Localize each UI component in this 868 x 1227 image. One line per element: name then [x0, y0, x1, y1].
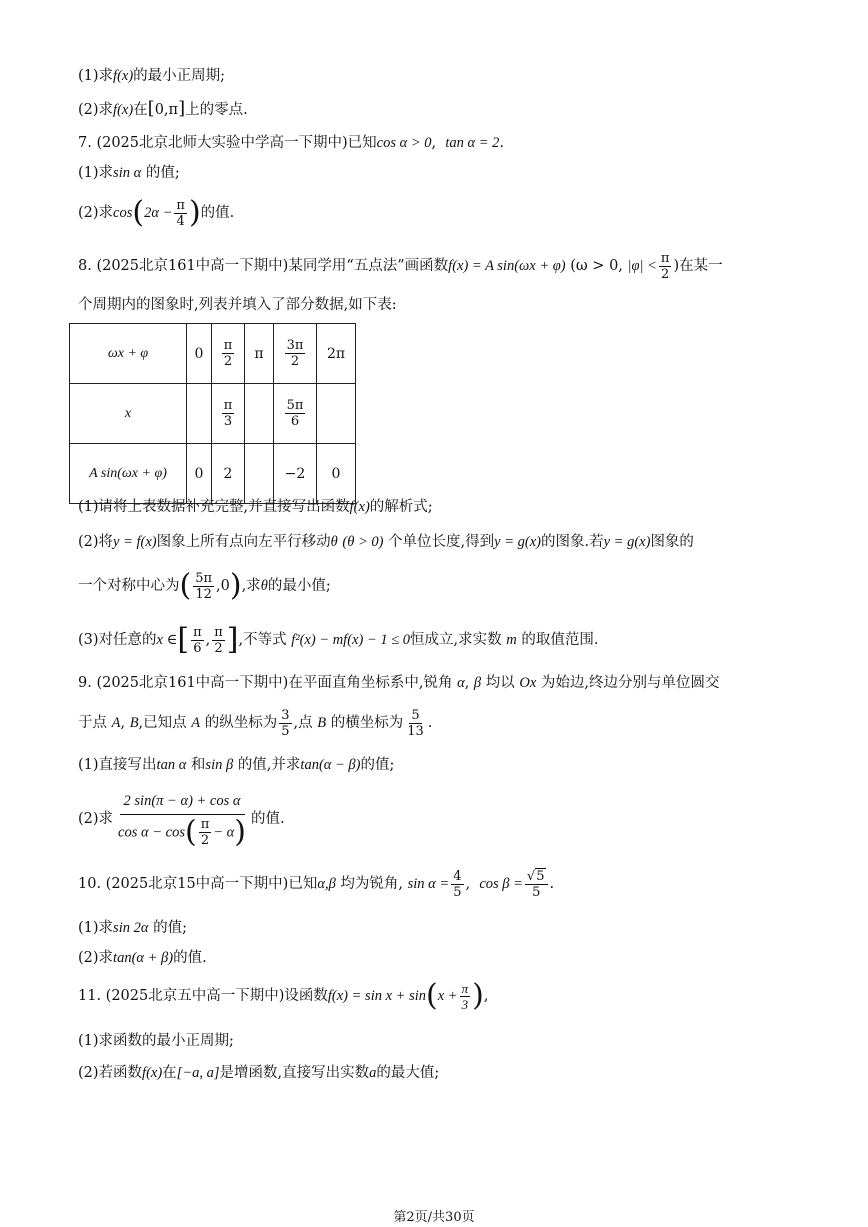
math-g: y = g(x) — [494, 534, 541, 550]
text: (2)求 — [78, 811, 114, 827]
text: 上的零点. — [185, 102, 248, 118]
math-B: B — [129, 715, 139, 731]
text: 个单位长度,得到 — [388, 534, 495, 550]
table-cell: 0 — [187, 324, 212, 384]
q9-stem-line2: 于点 A, B,已知点 A 的纵坐标为 $\frac{3}{5}$ ,点 B 的横坐标为 $\frac{5}{13}$ . — [78, 707, 433, 739]
math-fx: f(x) — [113, 68, 134, 84]
fraction-pi-2: $\frac{\pi}{2}$ — [660, 250, 670, 282]
q10-part2 — [78, 948, 207, 968]
text: 7. (2025北京北师大实验中学高一下期中)已知 — [78, 135, 377, 151]
math-tan: tan α — [156, 757, 187, 773]
math-beta: β — [473, 675, 482, 691]
math-numerator: 2 sin(π − α) + cos α — [120, 790, 245, 815]
text: ,0 — [216, 578, 230, 594]
text: (1)直接写出 — [78, 757, 157, 773]
text: 的最小正周期; — [133, 68, 226, 84]
math-cos-cond: cos α > 0 — [376, 135, 432, 151]
text: 的解析式; — [369, 499, 433, 515]
math-alpha: α — [457, 675, 465, 691]
text: 图象的 — [650, 534, 694, 550]
text: 的最小值; — [267, 578, 331, 594]
math-theta: θ — [260, 578, 268, 594]
text: (1)求 — [78, 920, 114, 936]
q7-part1 — [78, 163, 180, 183]
text: 为始边,终边分别与单位圆交 — [540, 675, 720, 691]
text: 个周期内的图象时,列表并填入了部分数据,如下表: — [78, 297, 397, 313]
text: 10. (2025北京15中高一下期中)已知 — [78, 876, 318, 892]
text: 一个对称中心为 — [78, 578, 180, 594]
text: 9. (2025北京161中高一下期中)在平面直角坐标系中,锐角 — [78, 675, 453, 691]
table-cell — [245, 444, 274, 504]
math-ineq: f²(x) − mf(x) − 1 ≤ 0 — [291, 632, 411, 648]
math-fx: f(x) — [349, 499, 370, 515]
math-B: B — [317, 715, 327, 731]
math-m: m — [506, 632, 517, 648]
q11-part1 — [78, 1031, 234, 1051]
text: 恒成立,求实数 — [410, 632, 502, 648]
q9-part1 — [78, 755, 394, 775]
table-header-cell: x — [70, 384, 187, 444]
table-cell: 0 — [187, 444, 212, 504]
q6-part1 — [78, 66, 225, 86]
page-footer: 第2页/共30页 — [393, 1210, 475, 1225]
table-header-cell: A sin(ωx + φ) — [70, 444, 187, 504]
table-cell: $\frac{\pi}{2}$ — [212, 324, 245, 384]
text: 在 — [133, 102, 148, 118]
math-fx: f(x) — [113, 102, 134, 118]
q8-part2-line2: 一个对称中心为( $\frac{5\pi}{12}$ ,0),求θ的最小值; — [78, 568, 331, 603]
text: . — [499, 135, 505, 151]
text: 的值; — [145, 165, 180, 181]
q7-part2: (2)求cos(2α − $\frac{\pi}{4}$ )的值. — [78, 195, 235, 230]
fraction-pi-4: $\frac{\pi}{4}$ — [176, 197, 185, 229]
math-A: A — [191, 715, 201, 731]
fraction-5-13: $\frac{5}{13}$ — [407, 707, 424, 739]
math-func: f(x) = sin x + sin — [327, 988, 426, 1004]
text: 均为锐角, — [340, 876, 404, 892]
q7-stem — [78, 133, 504, 153]
text: 的取值范围. — [521, 632, 599, 648]
text: 的纵坐标为 — [204, 715, 278, 731]
text: (2)求 — [78, 102, 114, 118]
q11-part2 — [78, 1063, 439, 1083]
math-interval: 0,π — [154, 102, 179, 118]
table-row — [70, 324, 356, 384]
math-inner: x + — [437, 988, 458, 1004]
fraction-5pi-12: $\frac{5\pi}{12}$ — [195, 570, 213, 602]
table-cell: $\frac{\pi}{3}$ — [212, 384, 245, 444]
table-header-cell: ωx + φ — [70, 324, 187, 384]
text: 的值. — [200, 205, 235, 221]
text: ,求 — [241, 578, 261, 594]
math-sin2a: sin 2α — [113, 920, 149, 936]
text: 和 — [190, 757, 206, 773]
q10-part1 — [78, 918, 187, 938]
math-sin: sin α — [113, 165, 142, 181]
math-denominator: cos α − cos — [118, 824, 185, 841]
text: 11. (2025北京五中高一下期中)设函数 — [78, 988, 328, 1004]
text: ,点 — [293, 715, 313, 731]
text: 于点 — [78, 715, 107, 731]
q6-part2: (2)求f(x)在[0,π]上的零点. — [78, 98, 248, 119]
big-fraction: 2 sin(π − α) + cos α cos α − cos( $\frac{\pi}{2}$ − α) — [114, 790, 250, 848]
q11-stem: 11. (2025北京五中高一下期中)设函数f(x) = sin x + sin(x + $\frac{\pi}{3}$ ), — [78, 978, 489, 1013]
math-tan-cond: tan α = 2 — [445, 135, 500, 151]
text: (1)求 — [78, 165, 114, 181]
table-row — [70, 444, 356, 504]
table-cell: −2 — [274, 444, 317, 504]
text: (2)求 — [78, 950, 114, 966]
text: 的值. — [173, 950, 207, 966]
table-cell — [187, 384, 212, 444]
fraction-3-5: $\frac{3}{5}$ — [281, 707, 290, 739]
math-sin-alpha: sin α = — [407, 876, 450, 892]
math-a: a — [369, 1065, 377, 1081]
q8-part2-line1 — [78, 532, 694, 552]
text: (1)求函数的最小正周期; — [78, 1033, 234, 1049]
math-g: y = g(x) — [603, 534, 651, 550]
math-fx: f(x) — [142, 1065, 163, 1081]
q8-part1 — [78, 497, 433, 517]
q8-stem-line2 — [78, 295, 397, 315]
q10-stem: 10. (2025北京15中高一下期中)已知α,β 均为锐角, sin α = $\frac{4}{5}$ , cos β = $\frac{√5}{5}$ . — [78, 868, 555, 900]
math-interval: [−a, a] — [176, 1065, 220, 1081]
text: ,不等式 — [238, 632, 287, 648]
math-inner: 2α − — [144, 205, 173, 221]
math-tan-diff: tan(α − β) — [300, 757, 361, 773]
text: , — [431, 135, 437, 151]
text: ,已知点 — [138, 715, 187, 731]
math-ox: Ox — [519, 675, 537, 691]
math-sin: sin β — [205, 757, 234, 773]
table-cell — [317, 384, 356, 444]
text: 的值,并求 — [237, 757, 301, 773]
text: (2)求 — [78, 205, 114, 221]
text: 的最大值; — [376, 1065, 440, 1081]
text: (1)请将上表数据补充完整,并直接写出函数 — [78, 499, 350, 515]
text: 的值; — [360, 757, 395, 773]
math-alpha-beta: α,β — [317, 876, 336, 892]
text: (3)对任意的 — [78, 632, 157, 648]
five-point-table — [69, 323, 356, 504]
table-cell: 2π — [317, 324, 356, 384]
table-cell: π — [245, 324, 274, 384]
text: 的值. — [251, 811, 285, 827]
text: (2)若函数 — [78, 1065, 143, 1081]
table-cell — [245, 384, 274, 444]
q8-part3: (3)对任意的x ∈[ $\frac{\pi}{6}$ , $\frac{\pi}{2}$ ],不等式 f²(x) − mf(x) − 1 ≤ 0恒成立,求实数 m 的取值范围. — [78, 622, 599, 657]
math-A: A — [111, 715, 121, 731]
q9-stem-line1: 9. (2025北京161中高一下期中)在平面直角坐标系中,锐角 α, β 均以 Ox 为始边,终边分别与单位圆交 — [78, 675, 720, 691]
table-cell: 2 — [212, 444, 245, 504]
table-cell: $\frac{3\pi}{2}$ — [274, 324, 317, 384]
text: (1)求 — [78, 68, 114, 84]
math-func: f(x) = A sin(ωx + φ) — [448, 258, 566, 274]
math-x-in: x ∈ — [156, 632, 178, 648]
text: 是增函数,直接写出实数 — [219, 1065, 370, 1081]
q9-part2 — [78, 786, 285, 852]
text: (2)将 — [78, 534, 114, 550]
q8-stem-line1 — [78, 248, 723, 284]
math-tan-sum: tan(α + β) — [113, 950, 174, 966]
table-row — [70, 384, 356, 444]
math-phi-cond: |φ| < — [627, 258, 657, 274]
math-theta: θ — [330, 534, 338, 550]
math-cos: cos — [113, 205, 133, 221]
math-cos-beta: cos β = — [479, 876, 523, 892]
text: 的横坐标为 — [330, 715, 404, 731]
text: 的值; — [153, 920, 187, 936]
text: 均以 — [485, 675, 515, 691]
text: 8. (2025北京161中高一下期中)某同学用“五点法”画函数 — [78, 258, 449, 274]
text: )在某一 — [673, 258, 723, 274]
math-y: y = f(x) — [113, 534, 157, 550]
text: 在 — [162, 1065, 177, 1081]
fraction-sqrt5-5: $\frac{√5}{5}$ — [525, 869, 548, 900]
math-theta-cond: (θ > 0) — [342, 534, 384, 550]
table-cell: 0 — [317, 444, 356, 504]
text: 图象上所有点向左平行移动 — [156, 534, 331, 550]
text: (ω > 0, — [570, 258, 623, 274]
text: , — [483, 988, 489, 1004]
table-cell: $\frac{5\pi}{6}$ — [274, 384, 317, 444]
text: 的图象.若 — [541, 534, 604, 550]
